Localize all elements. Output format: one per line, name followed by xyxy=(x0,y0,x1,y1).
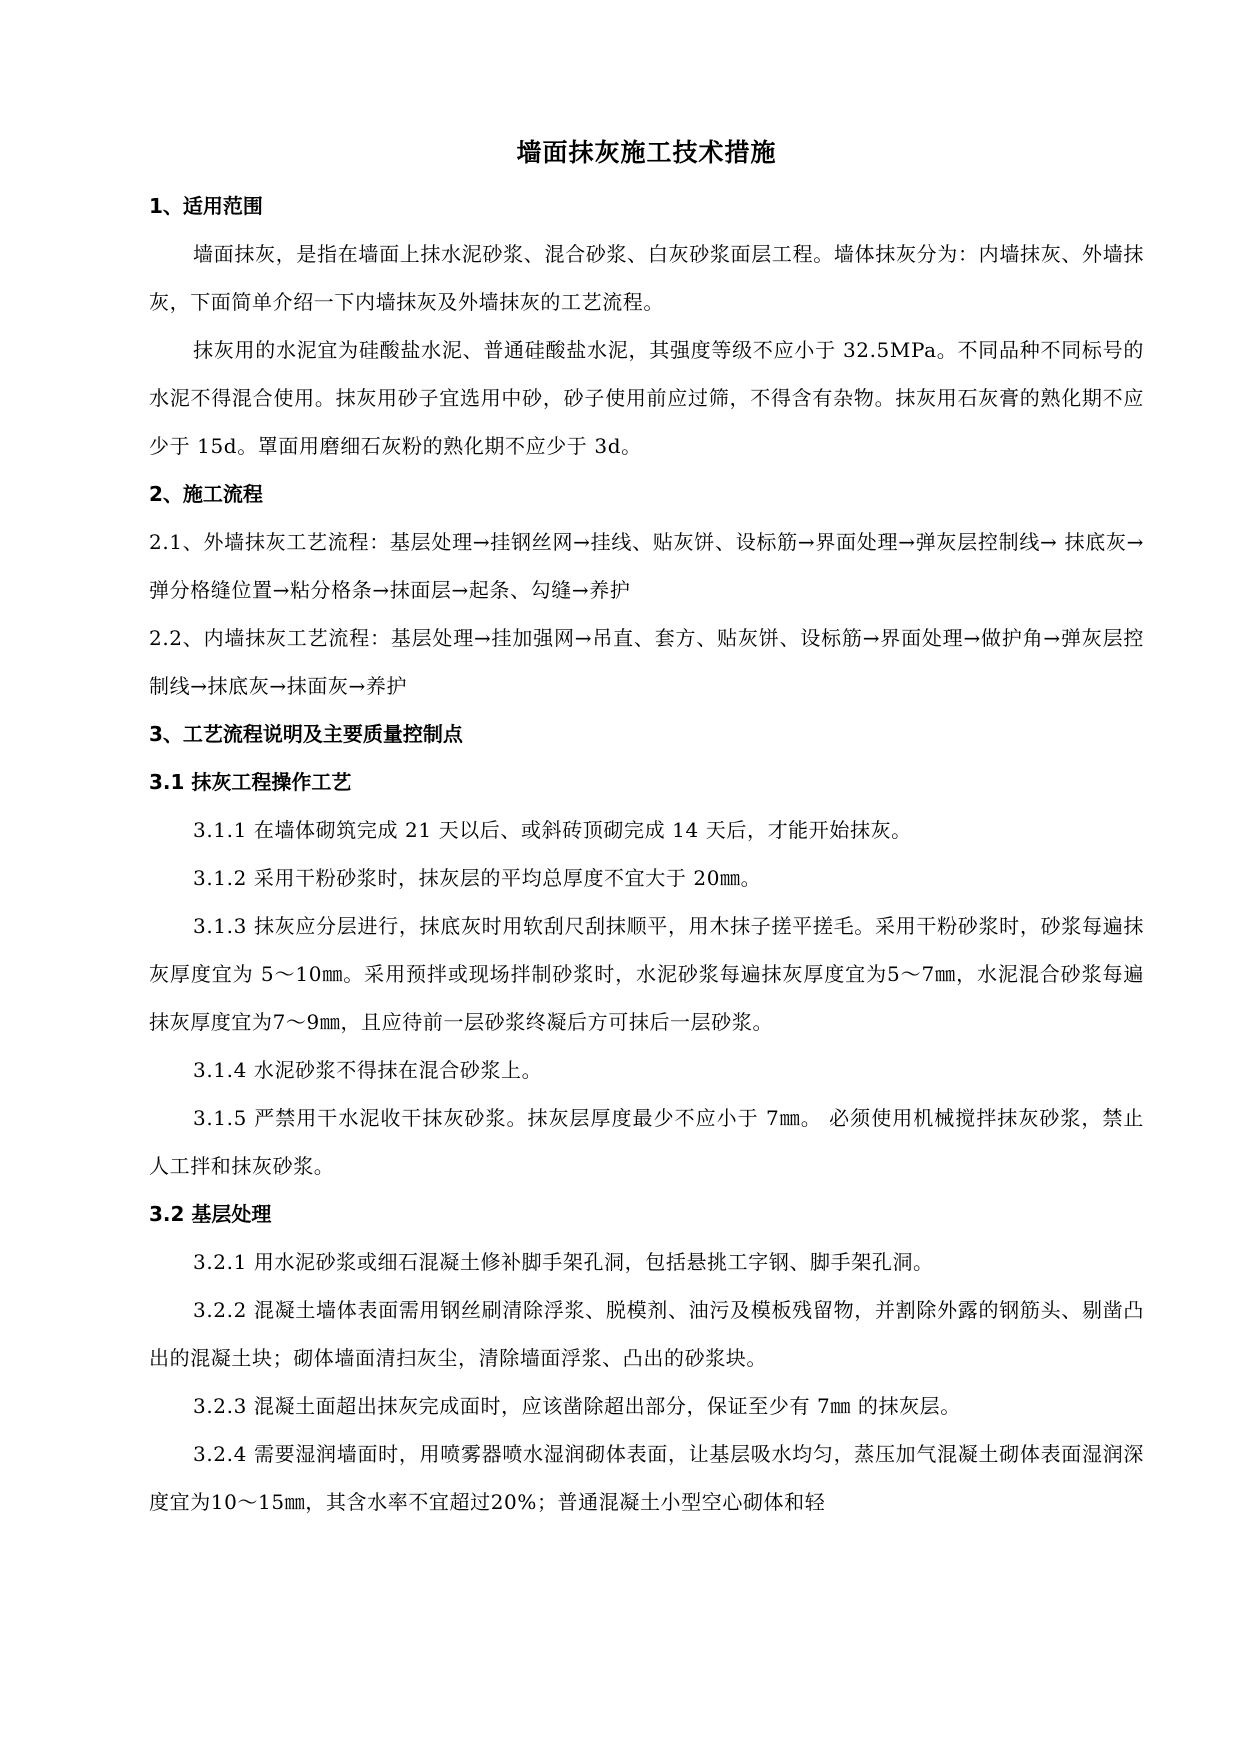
section-heading-scope: 1、适用范围 xyxy=(149,194,263,218)
clause-3-2-2: 3.2.2 混凝土墙体表面需用钢丝刷清除浮浆、脱模剂、油污及模板残留物，并割除外露的钢筋头、剔凿凸出的混凝土块；砌体墙面清扫灰尘，清除墙面浮浆、凸出的砂浆块。 xyxy=(149,1298,1144,1370)
clause-3-1-2: 3.1.2 采用干粉砂浆时，抹灰层的平均总厚度不宜大于 20㎜。 xyxy=(193,866,762,890)
clause-3-1-3: 3.1.3 抹灰应分层进行，抹底灰时用软刮尺刮抹顺平，用木抹子搓平搓毛。采用干粉砂浆时，砂浆每遍抹灰厚度宜为 5～10㎜。采用预拌或现场拌制砂浆时，水泥砂浆每遍抹灰厚度宜为5～7㎜，水泥混合砂浆每遍抹灰厚度宜为7～9㎜，且应待前一层砂浆终凝后方可抹后一层砂浆。 xyxy=(149,914,1144,1034)
document-body xyxy=(149,128,1144,1526)
clause-3-1-5: 3.1.5 严禁用干水泥收干抹灰砂浆。抹灰层厚度最少不应小于 7㎜。 必须使用机械搅拌抹灰砂浆，禁止人工拌和抹灰砂浆。 xyxy=(149,1106,1144,1178)
paragraph-exterior-process: 2.1、外墙抹灰工艺流程：基层处理→挂钢丝网→挂线、贴灰饼、设标筋→界面处理→弹灰层控制线→ 抹底灰→弹分格缝位置→粘分格条→抹面层→起条、勾缝→养护 xyxy=(149,530,1144,602)
subsection-heading-operation: 3.1 抹灰工程操作工艺 xyxy=(149,770,352,794)
section-heading-process: 2、施工流程 xyxy=(149,482,263,506)
clause-3-2-3: 3.2.3 混凝土面超出抹灰完成面时，应该凿除超出部分，保证至少有 7㎜ 的抹灰层。 xyxy=(193,1394,961,1418)
clause-3-2-4: 3.2.4 需要湿润墙面时，用喷雾器喷水湿润砌体表面，让基层吸水均匀，蒸压加气混凝土砌体表面湿润深度宜为10～15㎜，其含水率不宜超过20%；普通混凝土小型空心砌体和轻 xyxy=(149,1442,1144,1514)
document-title: 墙面抹灰施工技术措施 xyxy=(516,138,777,167)
paragraph-scope-definition: 墙面抹灰，是指在墙面上抹水泥砂浆、混合砂浆、白灰砂浆面层工程。墙体抹灰分为：内墙抹灰、外墙抹灰，下面简单介绍一下内墙抹灰及外墙抹灰的工艺流程。 xyxy=(149,242,1144,314)
clause-3-1-1: 3.1.1 在墙体砌筑完成 21 天以后、或斜砖顶砌完成 14 天后，才能开始抹灰。 xyxy=(193,818,912,842)
subsection-heading-base: 3.2 基层处理 xyxy=(149,1202,272,1226)
section-heading-quality: 3、工艺流程说明及主要质量控制点 xyxy=(149,722,463,746)
paragraph-interior-process: 2.2、内墙抹灰工艺流程：基层处理→挂加强网→吊直、套方、贴灰饼、设标筋→界面处理→做护角→弹灰层控制线→抹底灰→抹面灰→养护 xyxy=(149,626,1144,698)
clause-3-2-1: 3.2.1 用水泥砂浆或细石混凝土修补脚手架孔洞，包括悬挑工字钢、脚手架孔洞。 xyxy=(193,1250,934,1274)
clause-3-1-4: 3.1.4 水泥砂浆不得抹在混合砂浆上。 xyxy=(193,1058,543,1082)
paragraph-materials: 抹灰用的水泥宜为硅酸盐水泥、普通硅酸盐水泥，其强度等级不应小于 32.5MPa。不同品种不同标号的水泥不得混合使用。抹灰用砂子宜选用中砂，砂子使用前应过筛，不得含有杂物。抹灰用石灰膏的熟化期不应少于 15d。罩面用磨细石灰粉的熟化期不应少于 3d。 xyxy=(149,338,1144,458)
